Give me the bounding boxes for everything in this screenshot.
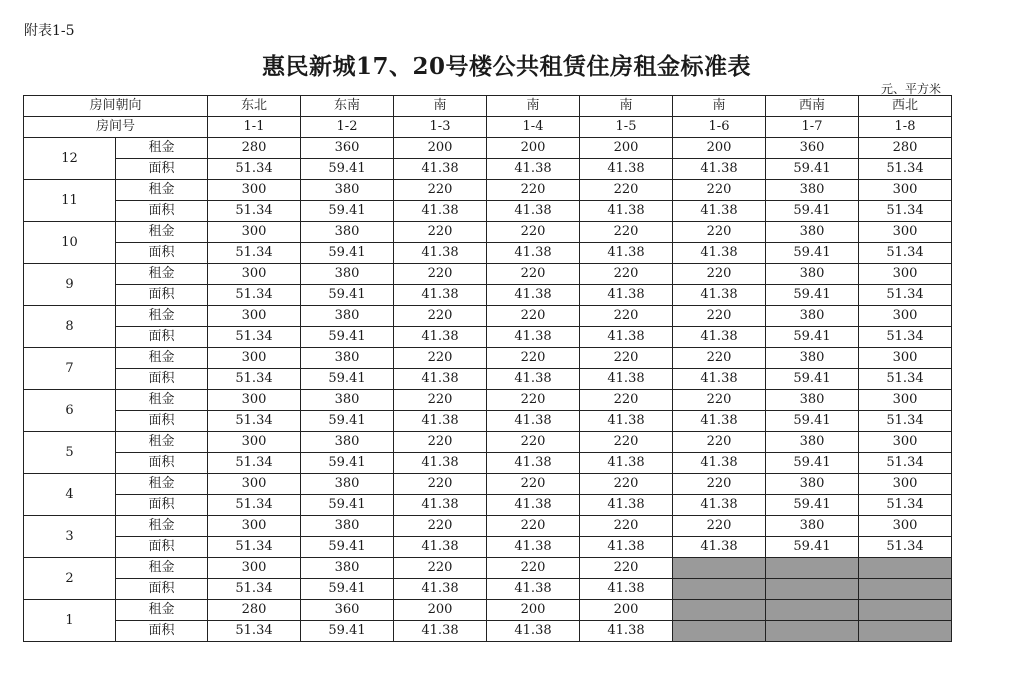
rent-cell: 220: [487, 558, 580, 579]
rent-cell: 220: [673, 264, 766, 285]
rent-cell: 220: [487, 264, 580, 285]
rent-cell: 380: [766, 516, 859, 537]
rent-cell: 300: [208, 474, 301, 495]
rent-cell: 300: [859, 306, 952, 327]
rent-cell: 380: [766, 306, 859, 327]
rent-cell: 300: [859, 264, 952, 285]
floor-area-row: [24, 159, 952, 180]
unavailable-cell: [673, 600, 766, 621]
area-cell: 51.34: [208, 579, 301, 600]
area-row-label: 面积: [116, 369, 208, 390]
floor-number: 1: [24, 600, 116, 642]
rent-cell: 220: [580, 180, 673, 201]
area-cell: 59.41: [301, 495, 394, 516]
area-cell: 41.38: [673, 453, 766, 474]
floor-number: 10: [24, 222, 116, 264]
unavailable-cell: [859, 621, 952, 642]
area-cell: 41.38: [673, 201, 766, 222]
rent-cell: 380: [766, 264, 859, 285]
floor-rent-row: [24, 348, 952, 369]
area-cell: 41.38: [394, 159, 487, 180]
unavailable-cell: [766, 579, 859, 600]
rent-cell: 360: [301, 600, 394, 621]
area-cell: 41.38: [673, 285, 766, 306]
area-cell: 59.41: [766, 453, 859, 474]
area-cell: 41.38: [580, 285, 673, 306]
rent-cell: 200: [580, 600, 673, 621]
area-cell: 59.41: [301, 159, 394, 180]
floor-area-row: [24, 285, 952, 306]
area-cell: 59.41: [766, 495, 859, 516]
orientation-header-cell: 南: [580, 96, 673, 117]
area-row-label: 面积: [116, 453, 208, 474]
area-cell: 41.38: [487, 327, 580, 348]
rent-row-label: 租金: [116, 138, 208, 159]
area-cell: 51.34: [208, 243, 301, 264]
area-cell: 41.38: [394, 285, 487, 306]
area-cell: 51.34: [208, 369, 301, 390]
rent-cell: 360: [766, 138, 859, 159]
floor-area-row: [24, 537, 952, 558]
rent-cell: 220: [487, 474, 580, 495]
room-header-cell: 1-4: [487, 117, 580, 138]
area-cell: 59.41: [301, 243, 394, 264]
area-cell: 41.38: [487, 201, 580, 222]
floor-area-row: [24, 621, 952, 642]
rent-row-label: 租金: [116, 306, 208, 327]
orientation-header-row: [24, 96, 952, 117]
rent-cell: 220: [673, 516, 766, 537]
area-cell: 41.38: [580, 369, 673, 390]
orientation-header-cell: 南: [394, 96, 487, 117]
room-header-cell: 1-2: [301, 117, 394, 138]
rent-row-label: 租金: [116, 348, 208, 369]
floor-area-row: [24, 579, 952, 600]
area-cell: 41.38: [487, 243, 580, 264]
area-cell: 41.38: [487, 369, 580, 390]
rent-cell: 220: [487, 180, 580, 201]
rent-cell: 280: [208, 600, 301, 621]
appendix-label: 附表1-5: [24, 23, 75, 39]
area-cell: 51.34: [859, 411, 952, 432]
floor-rent-row: [24, 516, 952, 537]
area-cell: 41.38: [487, 159, 580, 180]
area-cell: 51.34: [859, 537, 952, 558]
rent-cell: 300: [859, 390, 952, 411]
floor-rent-row: [24, 222, 952, 243]
rent-cell: 380: [301, 474, 394, 495]
area-cell: 41.38: [487, 285, 580, 306]
area-cell: 41.38: [487, 621, 580, 642]
unavailable-cell: [766, 621, 859, 642]
area-cell: 41.38: [394, 537, 487, 558]
rent-cell: 380: [301, 264, 394, 285]
area-cell: 59.41: [301, 369, 394, 390]
floor-number: 12: [24, 138, 116, 180]
rent-cell: 380: [301, 306, 394, 327]
rent-row-label: 租金: [116, 180, 208, 201]
rent-cell: 220: [487, 432, 580, 453]
rent-cell: 300: [208, 390, 301, 411]
rent-cell: 220: [394, 180, 487, 201]
unavailable-cell: [859, 579, 952, 600]
area-cell: 59.41: [766, 285, 859, 306]
rent-cell: 200: [673, 138, 766, 159]
area-cell: 41.38: [394, 243, 487, 264]
floor-number: 2: [24, 558, 116, 600]
area-row-label: 面积: [116, 621, 208, 642]
area-cell: 41.38: [487, 579, 580, 600]
rent-cell: 220: [580, 432, 673, 453]
floor-area-row: [24, 369, 952, 390]
rent-cell: 200: [394, 138, 487, 159]
area-cell: 41.38: [487, 537, 580, 558]
orientation-header-cell: 西南: [766, 96, 859, 117]
area-cell: 41.38: [394, 327, 487, 348]
area-cell: 59.41: [301, 201, 394, 222]
unavailable-cell: [859, 558, 952, 579]
area-cell: 41.38: [673, 411, 766, 432]
area-cell: 51.34: [208, 495, 301, 516]
rent-cell: 220: [580, 516, 673, 537]
area-cell: 51.34: [859, 243, 952, 264]
floor-number: 6: [24, 390, 116, 432]
rent-cell: 380: [301, 558, 394, 579]
area-cell: 51.34: [208, 201, 301, 222]
unavailable-cell: [766, 558, 859, 579]
rent-cell: 220: [580, 390, 673, 411]
area-cell: 41.38: [580, 411, 673, 432]
orientation-header-cell: 西北: [859, 96, 952, 117]
orientation-header-cell: 东南: [301, 96, 394, 117]
rent-table: [23, 95, 952, 642]
area-cell: 59.41: [766, 537, 859, 558]
rent-cell: 300: [859, 222, 952, 243]
room-header-cell: 1-5: [580, 117, 673, 138]
rent-cell: 220: [673, 390, 766, 411]
area-cell: 41.38: [580, 243, 673, 264]
rent-cell: 300: [859, 474, 952, 495]
floor-rent-row: [24, 558, 952, 579]
rent-cell: 220: [487, 222, 580, 243]
rent-row-label: 租金: [116, 390, 208, 411]
area-cell: 41.38: [580, 537, 673, 558]
rent-cell: 200: [487, 138, 580, 159]
area-cell: 51.34: [859, 327, 952, 348]
rent-row-label: 租金: [116, 600, 208, 621]
rent-cell: 380: [301, 516, 394, 537]
area-cell: 59.41: [766, 159, 859, 180]
rent-cell: 380: [301, 180, 394, 201]
area-cell: 41.38: [673, 327, 766, 348]
rent-cell: 300: [208, 306, 301, 327]
rent-cell: 300: [208, 558, 301, 579]
area-row-label: 面积: [116, 159, 208, 180]
rent-cell: 220: [580, 348, 673, 369]
floor-rent-row: [24, 138, 952, 159]
area-cell: 51.34: [859, 369, 952, 390]
floor-number: 11: [24, 180, 116, 222]
area-cell: 51.34: [208, 621, 301, 642]
rent-cell: 300: [859, 516, 952, 537]
rent-cell: 380: [301, 432, 394, 453]
rent-cell: 220: [394, 264, 487, 285]
room-header-cell: 1-3: [394, 117, 487, 138]
area-cell: 59.41: [766, 369, 859, 390]
area-cell: 59.41: [301, 411, 394, 432]
area-cell: 41.38: [673, 159, 766, 180]
rent-cell: 220: [394, 516, 487, 537]
unavailable-cell: [673, 621, 766, 642]
floor-area-row: [24, 201, 952, 222]
area-cell: 41.38: [673, 537, 766, 558]
rent-row-label: 租金: [116, 558, 208, 579]
area-cell: 51.34: [208, 159, 301, 180]
area-cell: 59.41: [301, 537, 394, 558]
floor-number: 3: [24, 516, 116, 558]
rent-cell: 220: [487, 348, 580, 369]
orientation-header-cell: 南: [487, 96, 580, 117]
rent-cell: 220: [673, 306, 766, 327]
area-cell: 59.41: [301, 453, 394, 474]
rent-cell: 220: [487, 516, 580, 537]
unavailable-cell: [859, 600, 952, 621]
unit-label: 元、平方米: [880, 82, 941, 96]
area-row-label: 面积: [116, 537, 208, 558]
room-header-cell: 1-8: [859, 117, 952, 138]
rent-cell: 380: [766, 432, 859, 453]
rent-cell: 220: [487, 390, 580, 411]
area-row-label: 面积: [116, 411, 208, 432]
floor-area-row: [24, 327, 952, 348]
rent-cell: 220: [580, 558, 673, 579]
rent-cell: 380: [301, 348, 394, 369]
rent-cell: 380: [301, 390, 394, 411]
rent-row-label: 租金: [116, 222, 208, 243]
floor-number: 9: [24, 264, 116, 306]
floor-number: 7: [24, 348, 116, 390]
rent-cell: 360: [301, 138, 394, 159]
floor-rent-row: [24, 264, 952, 285]
rent-row-label: 租金: [116, 432, 208, 453]
rent-cell: 220: [394, 432, 487, 453]
unavailable-cell: [766, 600, 859, 621]
area-cell: 59.41: [766, 411, 859, 432]
area-cell: 41.38: [394, 621, 487, 642]
room-header-cell: 1-1: [208, 117, 301, 138]
rent-cell: 220: [580, 306, 673, 327]
area-cell: 59.41: [301, 579, 394, 600]
floor-rent-row: [24, 474, 952, 495]
rent-cell: 220: [394, 306, 487, 327]
floor-rent-row: [24, 390, 952, 411]
area-cell: 51.34: [208, 537, 301, 558]
unavailable-cell: [673, 558, 766, 579]
area-cell: 41.38: [487, 411, 580, 432]
rent-cell: 380: [766, 348, 859, 369]
area-cell: 51.34: [208, 327, 301, 348]
area-cell: 41.38: [394, 369, 487, 390]
area-cell: 41.38: [580, 579, 673, 600]
rent-cell: 300: [208, 516, 301, 537]
rent-cell: 300: [208, 264, 301, 285]
floor-area-row: [24, 453, 952, 474]
unavailable-cell: [673, 579, 766, 600]
area-cell: 51.34: [208, 411, 301, 432]
rent-row-label: 租金: [116, 474, 208, 495]
rent-cell: 200: [394, 600, 487, 621]
rent-cell: 220: [673, 222, 766, 243]
area-row-label: 面积: [116, 579, 208, 600]
area-cell: 41.38: [580, 327, 673, 348]
area-cell: 59.41: [766, 327, 859, 348]
rent-cell: 300: [859, 432, 952, 453]
rent-cell: 220: [394, 390, 487, 411]
area-cell: 41.38: [394, 201, 487, 222]
area-cell: 41.38: [580, 495, 673, 516]
rent-cell: 380: [766, 474, 859, 495]
area-cell: 41.38: [394, 495, 487, 516]
rent-cell: 200: [487, 600, 580, 621]
area-cell: 41.38: [673, 243, 766, 264]
floor-number: 4: [24, 474, 116, 516]
room-header-label: 房间号: [24, 117, 208, 138]
rent-cell: 380: [766, 180, 859, 201]
area-cell: 41.38: [394, 411, 487, 432]
area-cell: 51.34: [859, 453, 952, 474]
area-cell: 51.34: [859, 285, 952, 306]
rent-cell: 300: [859, 180, 952, 201]
area-cell: 41.38: [580, 159, 673, 180]
rent-cell: 220: [394, 222, 487, 243]
floor-number: 5: [24, 432, 116, 474]
area-cell: 51.34: [208, 453, 301, 474]
rent-cell: 220: [580, 222, 673, 243]
area-cell: 41.38: [580, 453, 673, 474]
rent-cell: 220: [580, 264, 673, 285]
area-cell: 51.34: [859, 495, 952, 516]
area-row-label: 面积: [116, 327, 208, 348]
rent-cell: 220: [673, 474, 766, 495]
orientation-header-cell: 南: [673, 96, 766, 117]
floor-area-row: [24, 495, 952, 516]
area-cell: 51.34: [859, 201, 952, 222]
orientation-header-label: 房间朝向: [24, 96, 208, 117]
rent-cell: 220: [394, 558, 487, 579]
area-cell: 41.38: [487, 495, 580, 516]
area-row-label: 面积: [116, 285, 208, 306]
area-cell: 59.41: [766, 243, 859, 264]
rent-table-body: [24, 96, 952, 642]
rent-cell: 220: [394, 348, 487, 369]
room-header-row: [24, 117, 952, 138]
rent-cell: 220: [487, 306, 580, 327]
room-header-cell: 1-6: [673, 117, 766, 138]
room-header-cell: 1-7: [766, 117, 859, 138]
rent-cell: 220: [394, 474, 487, 495]
rent-cell: 280: [208, 138, 301, 159]
rent-cell: 380: [766, 222, 859, 243]
area-cell: 41.38: [673, 369, 766, 390]
area-cell: 59.41: [301, 285, 394, 306]
floor-area-row: [24, 411, 952, 432]
area-cell: 51.34: [859, 159, 952, 180]
area-cell: 59.41: [301, 327, 394, 348]
rent-cell: 300: [208, 432, 301, 453]
rent-row-label: 租金: [116, 516, 208, 537]
area-row-label: 面积: [116, 243, 208, 264]
rent-cell: 280: [859, 138, 952, 159]
area-cell: 41.38: [394, 453, 487, 474]
floor-number: 8: [24, 306, 116, 348]
page-title: 惠民新城17、20号楼公共租赁住房租金标准表: [261, 53, 751, 80]
rent-cell: 300: [208, 348, 301, 369]
area-cell: 59.41: [301, 621, 394, 642]
rent-cell: 220: [580, 474, 673, 495]
rent-cell: 300: [859, 348, 952, 369]
rent-cell: 300: [208, 222, 301, 243]
rent-cell: 220: [673, 432, 766, 453]
area-cell: 41.38: [580, 621, 673, 642]
rent-cell: 380: [301, 222, 394, 243]
area-cell: 41.38: [673, 495, 766, 516]
rent-cell: 220: [673, 180, 766, 201]
rent-cell: 220: [673, 348, 766, 369]
floor-rent-row: [24, 306, 952, 327]
area-cell: 41.38: [394, 579, 487, 600]
area-cell: 41.38: [580, 201, 673, 222]
area-cell: 41.38: [487, 453, 580, 474]
floor-rent-row: [24, 180, 952, 201]
area-row-label: 面积: [116, 495, 208, 516]
area-row-label: 面积: [116, 201, 208, 222]
orientation-header-cell: 东北: [208, 96, 301, 117]
floor-rent-row: [24, 432, 952, 453]
rent-cell: 380: [766, 390, 859, 411]
floor-area-row: [24, 243, 952, 264]
rent-cell: 200: [580, 138, 673, 159]
rent-row-label: 租金: [116, 264, 208, 285]
area-cell: 59.41: [766, 201, 859, 222]
rent-cell: 300: [208, 180, 301, 201]
floor-rent-row: [24, 600, 952, 621]
area-cell: 51.34: [208, 285, 301, 306]
